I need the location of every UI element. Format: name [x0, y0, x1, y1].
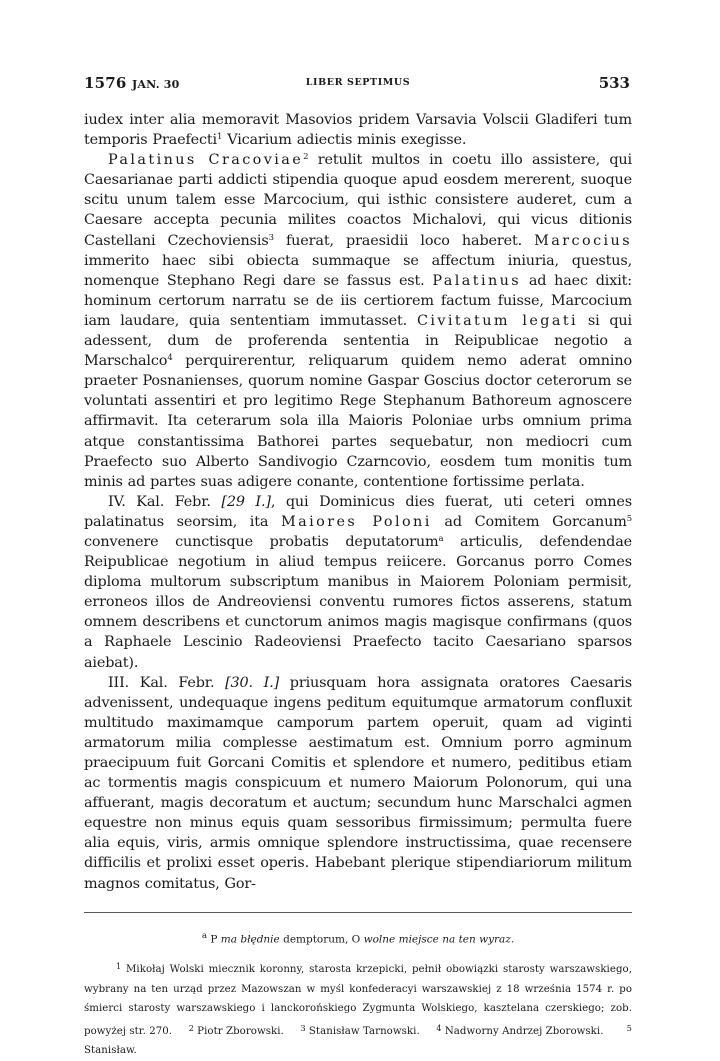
footnote-number-4: 4	[436, 1023, 442, 1033]
editorial-date-29-i: [29 I.]	[221, 493, 271, 510]
running-header	[84, 70, 632, 98]
footnote-3: Stanisław Tarnowski.	[308, 1025, 420, 1037]
footnote-5: Stanisław.	[84, 1045, 137, 1057]
footnote-ref-5: 5	[626, 513, 633, 524]
paragraph-3: IV. Kal. Febr. [29 I.], qui Dominicus dies fuerat, uti ceteri omnes palatinatus seorsim, ita Maiores Poloni ad Comitem Gorcanum$^5$ convenere cunctisque probatis deputatorum$^a$ articulis, defendendae Reipublicae negotium in aliud tempus reiicere. Gorcanus porro Comes diploma multorum subscriptum manibus in Maiorem Poloniam permisit, erroneos illos de Andreoviensi conventu rumores fictos asserens, statum omnem describens et cunctorum animos magis magisque confirmans (quos a Raphaele Lescinio Radeoviensi Praefecto tacito Caesariano sparsos aiebat).	[84, 493, 633, 671]
header-title: LIBER SEPTIMUS	[305, 77, 411, 88]
variant-note: $^a$ P ma błędnie demptorum, O wolne miejsce na ten wyraz.	[201, 930, 515, 946]
editorial-date-30-i: [30. I.]	[225, 674, 280, 691]
footnote-number-2: 2	[188, 1023, 194, 1033]
footnote-2: Piotr Zborowski.	[197, 1025, 284, 1037]
variant-marker: a	[201, 930, 208, 941]
footnote-list	[84, 957, 632, 1061]
spaced-name-civitatum-legati: Civitatum legati	[416, 312, 579, 329]
header-year: 1576	[84, 74, 127, 92]
footnote-ref-1: 1	[217, 132, 223, 143]
paragraph-1: iudex inter alia memoravit Masovios pridem Varsavia Volscii Gladiferi tum temporis Praefecti$^1$ Vicarium adiectis minis exegisse.	[84, 112, 632, 149]
footnote-ref-4: 4	[167, 353, 173, 364]
spaced-name-palatinus-cracoviae: Palatinus Cracoviae	[108, 152, 304, 169]
footnote-ref-3: 3	[268, 232, 274, 243]
header-day: JAN. 30	[132, 78, 180, 91]
spaced-name-maiores-poloni: Maiores Poloni	[281, 513, 432, 530]
footnote-4: Nadworny Andrzej Zborowski.	[444, 1025, 604, 1037]
footnote-number-5: 5	[626, 1023, 632, 1033]
book-page	[84, 70, 632, 1061]
footnote-number-3: 3	[300, 1023, 306, 1033]
paragraph-2: Palatinus Cracoviae$^2$ retulit multos in coetu illo assistere, qui Caesarianae parti addicti stipendia quoque apud eosdem mererent, suoque scitu unum talem esse Marcocium, qui isthic consistere auderet, cum a Caesare accepta pecunia milites coactos Michalovi, qui vicus ditionis Castellani Czechoviensis$^3$ fuerat, praesidii loco haberet. Marcocius immerito haec sibi obiecta summaque se affectum iniuria, questus, nomenque Stephano Regi dare se fassus est. Palatinus ad haec dixit: hominum certorum narratu se de iis certiorem factum fuisse, Marcocium iam laudare, quia sententiam immutasset. Civitatum legati si qui adessent, dum de proferenda sententia in Reipublicae negotio a Marschalco$^4$ perquirerentur, reliquarum quidem nemo aderat omnino praeter Posnanienses, quorum nomine Gaspar Goscius doctor ceterorum se voluntati assentiri et pro legitimo Rege Stephanum Bathoreum agnoscere affirmavit. Ita ceterarum sola illa Maioris Poloniae urbs omnium prima atque constantissima Bathorei partes sequebatur, non mediocri cum Praefecto suo Alberto Sandivogio Czarncovio, eosdem tum monitis tum minis ad partes suas adigere conante, contentione fortissime perlata.	[84, 152, 632, 490]
spaced-name-palatinus: Palatinus	[432, 272, 522, 289]
spaced-name-marcocius: Marcocius	[534, 232, 632, 249]
footnote-number-1: 1	[116, 962, 122, 972]
variant-ref-a: a	[438, 533, 444, 544]
main-text	[84, 110, 632, 894]
paragraph-4: III. Kal. Febr. [30. I.] priusquam hora assignata oratores Caesaris advenissent, undequaque ingens peditum equitumque armatorum confluxit multitudo maximamque camporum partem operuit, quam ad viginti armatorum milia complesse aestimatum est. Omnium porro agminum praecipuum fuit Gorcani Comitis et splendore et numero, peditibus etiam ac tormentis magis conspicuum et numero Maiorum Polonorum, qui una affuerant, magis decoratum et auctum; secundum hunc Marschalci agmen equestre non minus equis quam sessoribus firmissimum; permulta fuere alia equis, viris, armis omnique splendore instructissima, quae recensere difficilis et prolixi esset operis. Habebant plerique stipendiariorum militum magnos comitatus, Gor-	[84, 674, 632, 892]
footnote-divider	[84, 912, 632, 913]
footnote-1: Mikołaj Wolski miecznik koronny, starosta krzepicki, pełnił obowiązki starosty warszawskiego, wybrany na ten urząd przez Mazowszan w myśl konfederacyi warszawskiej z 18 września 1574 r. po śmierci starosty warszawskiego i lanckorońskiego Zygmunta Wolskiego, kasztelana czerskiego; zob. powyżej str. 270.	[84, 964, 632, 1037]
footnotes	[84, 957, 632, 1061]
page-number: 533	[598, 74, 630, 92]
footnote-ref-2: 2	[303, 152, 309, 163]
